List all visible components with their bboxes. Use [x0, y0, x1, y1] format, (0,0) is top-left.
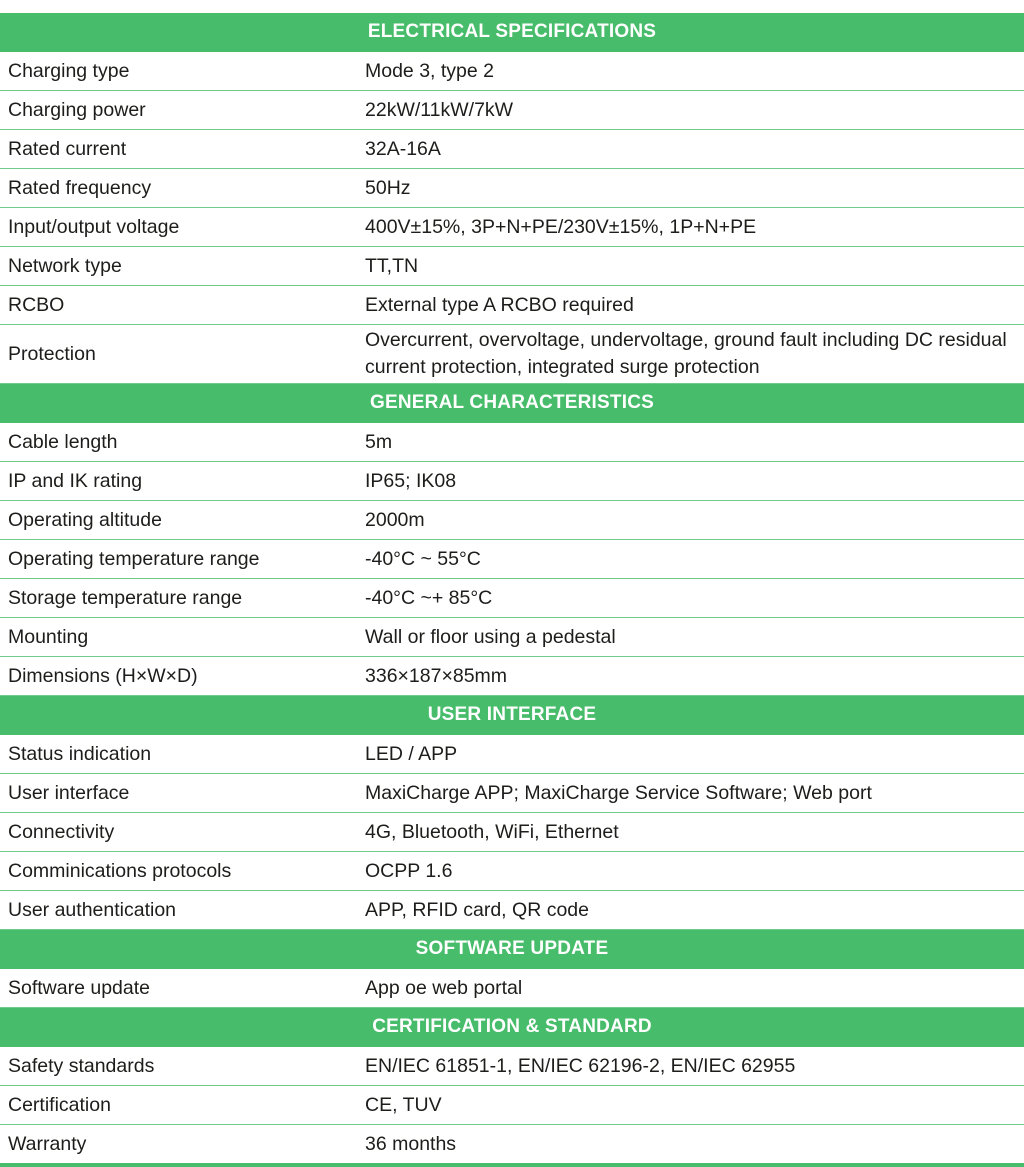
spec-row [0, 130, 1024, 169]
section-header-electrical [0, 13, 1024, 52]
spec-row [0, 618, 1024, 657]
section-title: ELECTRICAL SPECIFICATIONS [0, 13, 1024, 52]
spec-value: LED / APP [356, 735, 1024, 774]
spec-value: Overcurrent, overvoltage, undervoltage, ground fault including DC residual current protection, integrated surge protection [356, 325, 1024, 384]
spec-label: Status indication [0, 735, 356, 774]
spec-row [0, 540, 1024, 579]
spec-row [0, 774, 1024, 813]
spec-value: External type A RCBO required [356, 286, 1024, 325]
spec-row [0, 169, 1024, 208]
spec-label: Rated current [0, 130, 356, 169]
spec-value: App oe web portal [356, 969, 1024, 1008]
spec-row [0, 462, 1024, 501]
spec-value: 4G, Bluetooth, WiFi, Ethernet [356, 813, 1024, 852]
spec-label: RCBO [0, 286, 356, 325]
spec-row [0, 657, 1024, 696]
spec-row [0, 813, 1024, 852]
spec-row [0, 852, 1024, 891]
spec-label: Protection [0, 325, 356, 384]
section-title: CERTIFICATION & STANDARD [0, 1008, 1024, 1047]
spec-label: Charging type [0, 52, 356, 91]
spec-row [0, 1125, 1024, 1166]
spec-row [0, 52, 1024, 91]
spec-row [0, 501, 1024, 540]
spec-row [0, 286, 1024, 325]
spec-label: Comminications protocols [0, 852, 356, 891]
spec-label: Safety standards [0, 1047, 356, 1086]
spec-label: Storage temperature range [0, 579, 356, 618]
spec-value: OCPP 1.6 [356, 852, 1024, 891]
spec-value: EN/IEC 61851-1, EN/IEC 62196-2, EN/IEC 62955 [356, 1047, 1024, 1086]
spec-label: User interface [0, 774, 356, 813]
spec-label: Charging power [0, 91, 356, 130]
spec-label: Network type [0, 247, 356, 286]
spec-value: 32A-16A [356, 130, 1024, 169]
spec-row [0, 325, 1024, 384]
spec-value: 336×187×85mm [356, 657, 1024, 696]
section-title: GENERAL CHARACTERISTICS [0, 384, 1024, 423]
spec-label: Cable length [0, 423, 356, 462]
spec-row [0, 1086, 1024, 1125]
section-header-software-update [0, 930, 1024, 969]
spec-value: APP, RFID card, QR code [356, 891, 1024, 930]
spec-row [0, 91, 1024, 130]
section-header-user-interface [0, 696, 1024, 735]
spec-value: Mode 3, type 2 [356, 52, 1024, 91]
spec-row [0, 579, 1024, 618]
spec-value: 36 months [356, 1125, 1024, 1166]
spec-label: Operating altitude [0, 501, 356, 540]
spec-value: IP65; IK08 [356, 462, 1024, 501]
spec-label: Input/output voltage [0, 208, 356, 247]
spec-label: Rated frequency [0, 169, 356, 208]
spec-row [0, 891, 1024, 930]
spec-label: User authentication [0, 891, 356, 930]
spec-value: 2000m [356, 501, 1024, 540]
section-title: SOFTWARE UPDATE [0, 930, 1024, 969]
spec-value: 50Hz [356, 169, 1024, 208]
specifications-table [0, 13, 1024, 1167]
spec-value: TT,TN [356, 247, 1024, 286]
spec-label: Software update [0, 969, 356, 1008]
spec-row [0, 247, 1024, 286]
spec-label: Connectivity [0, 813, 356, 852]
spec-row [0, 208, 1024, 247]
section-header-certification [0, 1008, 1024, 1047]
spec-value: CE, TUV [356, 1086, 1024, 1125]
spec-label: Certification [0, 1086, 356, 1125]
spec-row [0, 1047, 1024, 1086]
spec-value: -40°C ~+ 85°C [356, 579, 1024, 618]
spec-label: Warranty [0, 1125, 356, 1166]
spec-value: MaxiCharge APP; MaxiCharge Service Software; Web port [356, 774, 1024, 813]
spec-label: IP and IK rating [0, 462, 356, 501]
section-title: USER INTERFACE [0, 696, 1024, 735]
spec-label: Mounting [0, 618, 356, 657]
spec-label: Operating temperature range [0, 540, 356, 579]
spec-value: 5m [356, 423, 1024, 462]
spec-row [0, 423, 1024, 462]
spec-value: Wall or floor using a pedestal [356, 618, 1024, 657]
spec-row [0, 969, 1024, 1008]
section-header-general [0, 384, 1024, 423]
spec-value: 22kW/11kW/7kW [356, 91, 1024, 130]
spec-row [0, 735, 1024, 774]
spec-label: Dimensions (H×W×D) [0, 657, 356, 696]
spec-value: 400V±15%, 3P+N+PE/230V±15%, 1P+N+PE [356, 208, 1024, 247]
spec-value: -40°C ~ 55°C [356, 540, 1024, 579]
